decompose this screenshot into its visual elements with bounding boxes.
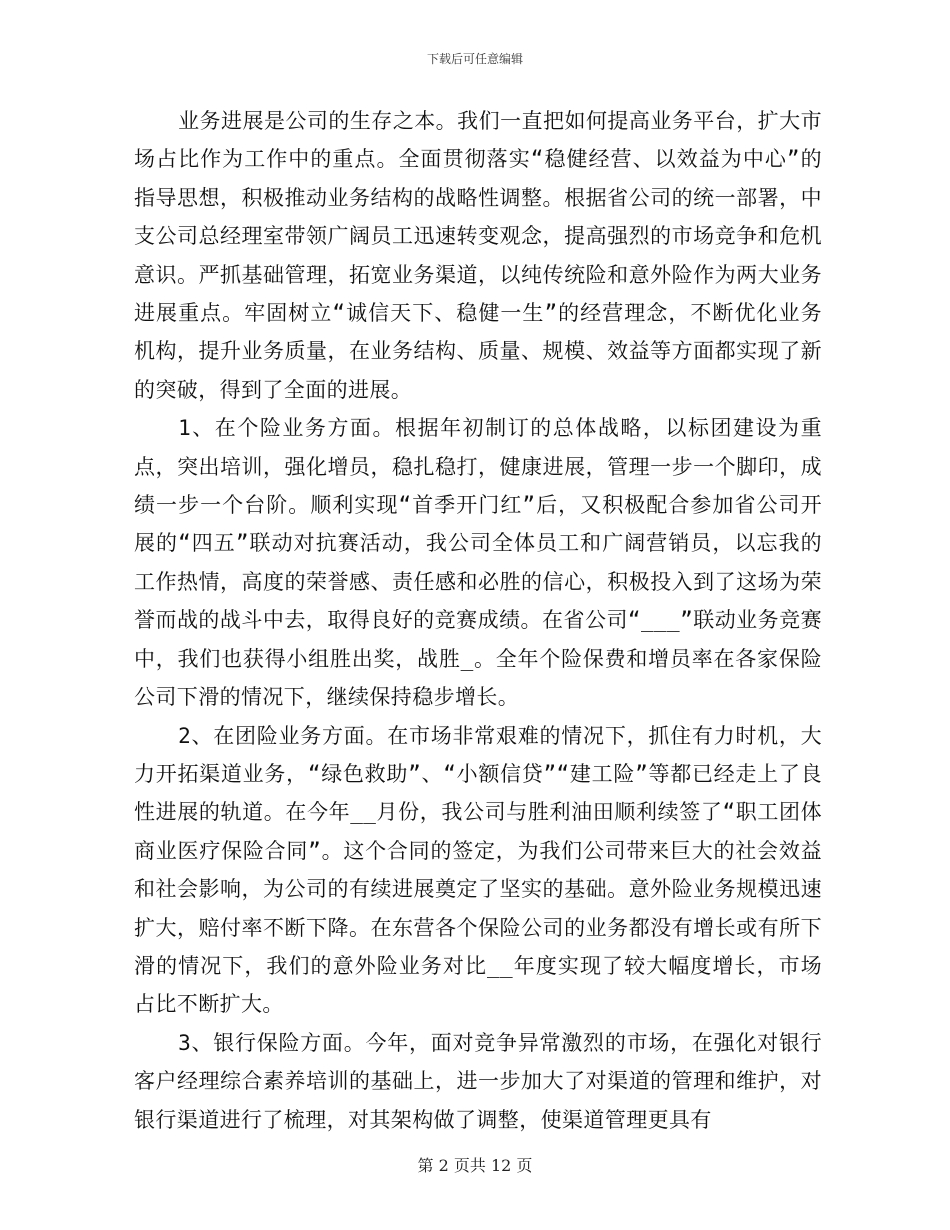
page-header: 下载后可任意编辑	[426, 52, 523, 66]
page-footer: 第 2 页共 12 页	[417, 1156, 533, 1175]
document-body	[134, 102, 822, 1139]
paragraph-group-insurance: 2、在团险业务方面。在市场非常艰难的情况下，抓住有力时机，大力开拓渠道业务，“绿色救助”、“小额信贷”“建工险”等都已经走上了良性进展的轨道。在今年__月份，我公司与胜利油田顺利续签了“职工团体商业医疗保险合同”。这个合同的签定，为我们公司带来巨大的社会效益和社会影响，为公司的有续进展奠定了坚实的基础。意外险业务规模迅速扩大，赔付率不断下降。在东营各个保险公司的业务都没有增长或有所下滑的情况下，我们的意外险业务对比__年度实现了较大幅度增长，市场占比不断扩大。	[134, 723, 822, 1017]
paragraph-bank-insurance: 3、银行保险方面。今年，面对竞争异常激烈的市场，在强化对银行客户经理综合素养培训的基础上，进一步加大了对渠道的管理和维护，对银行渠道进行了梳理，对其架构做了调整，使渠道管理更具有	[134, 1030, 822, 1132]
paragraph-individual-insurance: 1、在个险业务方面。根据年初制订的总体战略，以标团建设为重点，突出培训，强化增员，稳扎稳打，健康进展，管理一步一个脚印，成绩一步一个台阶。顺利实现“首季开门红”后，又积极配合参加省公司开展的“四五”联动对抗赛活动，我公司全体员工和广阔营销员，以忘我的工作热情，高度的荣誉感、责任感和必胜的信心，积极投入到了这场为荣誉而战的战斗中去，取得良好的竞赛成绩。在省公司“___”联动业务竞赛中，我们也获得小组胜出奖，战胜_。全年个险保费和增员率在各家保险公司下滑的情况下，继续保持稳步增长。	[134, 416, 822, 710]
paragraph-intro: 业务进展是公司的生存之本。我们一直把如何提高业务平台，扩大市场占比作为工作中的重点。全面贯彻落实“稳健经营、以效益为中心”的指导思想，积极推动业务结构的战略性调整。根据省公司的统一部署，中支公司总经理室带领广阔员工迅速转变观念，提高强烈的市场竞争和危机意识。严抓基础管理，拓宽业务渠道，以纯传统险和意外险作为两大业务进展重点。牢固树立“诚信天下、稳健一生”的经营理念，不断优化业务机构，提升业务质量，在业务结构、质量、规模、效益等方面都实现了新的突破，得到了全面的进展。	[134, 109, 822, 402]
